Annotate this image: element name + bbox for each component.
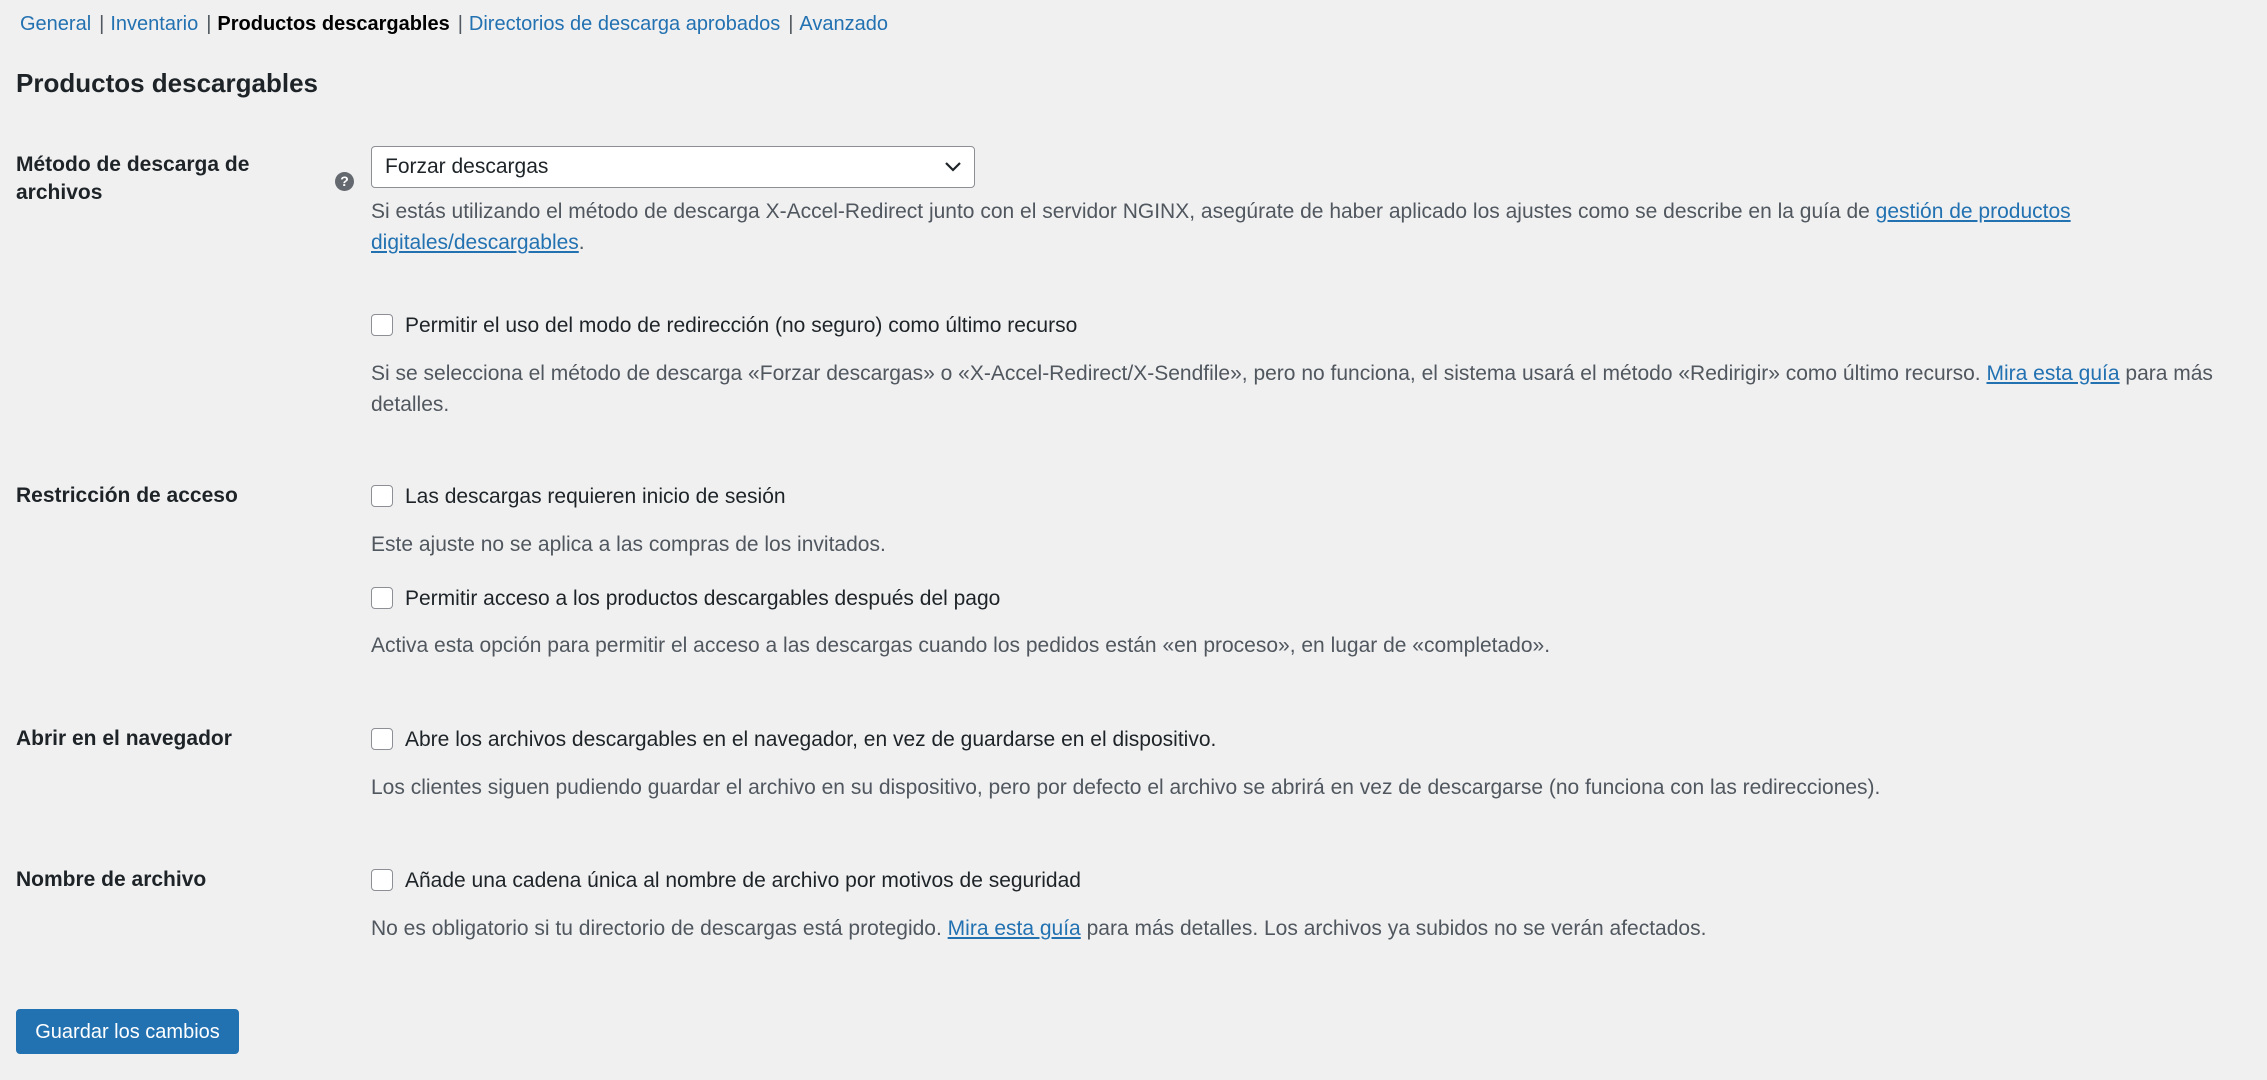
digital-products-guide-link[interactable]: gestión de productos digitales/descargables — [371, 200, 2071, 254]
open-in-browser-option[interactable] — [371, 725, 1216, 755]
unique-filename-description: No es obligatorio si tu directorio de descargas está protegido. Mira esta guía para más detalles. Los archivos ya subidos no se verán afectados. — [371, 917, 1707, 940]
filename-label: Nombre de archivo — [16, 868, 207, 891]
download-method-select[interactable] — [371, 146, 975, 188]
open-in-browser-description: Los clientes siguen pudiendo guardar el archivo en su dispositivo, pero por defecto el archivo se abrirá en vez de descargarse (no funciona con las redirecciones). — [371, 776, 1881, 799]
access-after-payment-description: Activa esta opción para permitir el acceso a las descargas cuando los pedidos están «en proceso», en lugar de «completado». — [371, 634, 1551, 657]
nav-separator: | — [457, 13, 463, 35]
nav-separator: | — [788, 13, 794, 35]
tab-downloadable-products[interactable]: Productos descargables — [217, 13, 450, 35]
settings-subnav — [20, 12, 888, 36]
require-login-option[interactable] — [371, 482, 786, 512]
help-icon[interactable]: ? — [335, 172, 354, 191]
require-login-label: Las descargas requieren inicio de sesión — [405, 485, 786, 508]
access-after-payment-checkbox[interactable] — [371, 587, 393, 609]
unique-filename-checkbox[interactable] — [371, 869, 393, 891]
page-title: Productos descargables — [16, 68, 318, 98]
download-method-description: Si estás utilizando el método de descarga X-Accel-Redirect junto con el servidor NGINX, asegúrate de haber aplicado los ajustes como se describe en la guía de gestión de productos digitales/descargables. — [371, 200, 2071, 254]
unique-filename-label: Añade una cadena única al nombre de archivo por motivos de seguridad — [405, 869, 1081, 892]
open-in-browser-option-label: Abre los archivos descargables en el navegador, en vez de guardarse en el dispositivo. — [405, 728, 1217, 751]
access-after-payment-label: Permitir acceso a los productos descargables después del pago — [405, 587, 1001, 610]
chevron-down-icon — [944, 161, 962, 173]
redirect-fallback-description: Si se selecciona el método de descarga «Forzar descargas» o «X-Accel-Redirect/X-Sendfile», pero no funciona, el sistema usará el método «Redirigir» como último recurso. Mira esta guía para más detalles. — [371, 362, 2213, 416]
redirect-fallback-option[interactable] — [371, 311, 1077, 341]
save-button[interactable]: Guardar los cambios — [16, 1009, 239, 1054]
tab-general[interactable]: General — [20, 13, 92, 35]
filename-guide-link[interactable]: Mira esta guía — [947, 917, 1081, 940]
tab-approved-directories[interactable]: Directorios de descarga aprobados — [468, 13, 781, 35]
access-restriction-label: Restricción de acceso — [16, 484, 238, 507]
redirect-guide-link[interactable]: Mira esta guía — [1986, 362, 2120, 385]
nav-separator: | — [206, 13, 212, 35]
download-method-selected-value: Forzar descargas — [385, 155, 549, 178]
unique-filename-option[interactable] — [371, 866, 1081, 896]
require-login-checkbox[interactable] — [371, 485, 393, 507]
tab-advanced[interactable]: Avanzado — [799, 13, 889, 35]
open-in-browser-checkbox[interactable] — [371, 728, 393, 750]
tab-inventory[interactable]: Inventario — [110, 13, 199, 35]
require-login-description: Este ajuste no se aplica a las compras de los invitados. — [371, 533, 886, 556]
download-method-label: Método de descarga de archivos — [16, 153, 250, 204]
open-in-browser-label: Abrir en el navegador — [16, 727, 232, 750]
redirect-fallback-label: Permitir el uso del modo de redirección (no seguro) como último recurso — [405, 314, 1078, 337]
access-after-payment-option[interactable] — [371, 584, 1000, 614]
nav-separator: | — [99, 13, 105, 35]
redirect-fallback-checkbox[interactable] — [371, 314, 393, 336]
